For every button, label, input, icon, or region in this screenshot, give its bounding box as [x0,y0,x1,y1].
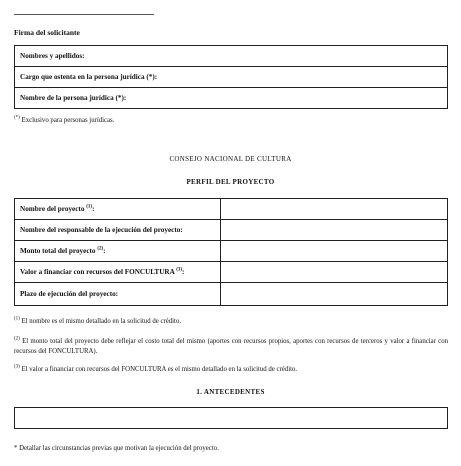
antecedentes-text-box [14,407,448,429]
note-marker: (*) [14,115,20,121]
execution-term-label: Plazo de ejecución del proyecto: [15,283,221,306]
footnote-3: $^{(3)}$ El valor a financiar con recursos del FONCULTURA es el mismo detallado en la solicitud de crédito. [14,364,298,373]
table-row [15,241,448,262]
table-row [15,283,448,306]
applicant-name-label: Nombres y apellidos: [15,46,448,67]
financing-value-label: Valor a financiar con recursos del FONCULTURA $^{(3)}$: [15,262,221,283]
project-total-label: Monto total del proyecto $^{(2)}$: [15,241,221,262]
signature-line [14,14,154,15]
project-manager-label: Nombre del responsable de la ejecución del proyecto: [15,220,221,241]
footnote-1: $^{(1)}$ El nombre es el mismo detallado en la solicitud de crédito. [14,316,182,325]
project-name-value [221,199,448,220]
council-title: CONSEJO NACIONAL DE CULTURA [169,155,292,163]
table-row [15,88,448,109]
table-row [15,46,448,67]
financing-value-value [221,262,448,283]
table-row [15,67,448,88]
project-manager-value [221,220,448,241]
applicant-table [14,45,448,109]
applicant-position-label: Cargo que ostenta en la persona jurídica (*): [15,67,448,88]
project-table [14,198,448,306]
section-title: 1. ANTECEDENTES [196,388,265,396]
execution-term-value [221,283,448,306]
section-note: * Detallar las circunstancias previas que motivan la ejecución del proyecto. [14,445,219,452]
signature-label: Firma del solicitante [14,28,80,37]
legal-entity-note [14,116,114,126]
profile-title: PERFIL DEL PROYECTO [186,178,275,186]
table-row [15,199,448,220]
table-row [15,220,448,241]
project-total-value [221,241,448,262]
legal-entity-name-label: Nombre de la persona jurídica (*): [15,88,448,109]
note-text: Exclusivo para personas jurídicas. [19,117,115,124]
table-row [15,262,448,283]
project-name-label: Nombre del proyecto $^{(1)}$: [15,199,221,220]
footnote-2: $^{(2)}$ El monto total del proyecto debe reflejar el costo total del mismo (aportes con recursos propios, aportes con recursos de terceros y valor a financiar con recursos del FONCULTURA). [14,336,448,355]
